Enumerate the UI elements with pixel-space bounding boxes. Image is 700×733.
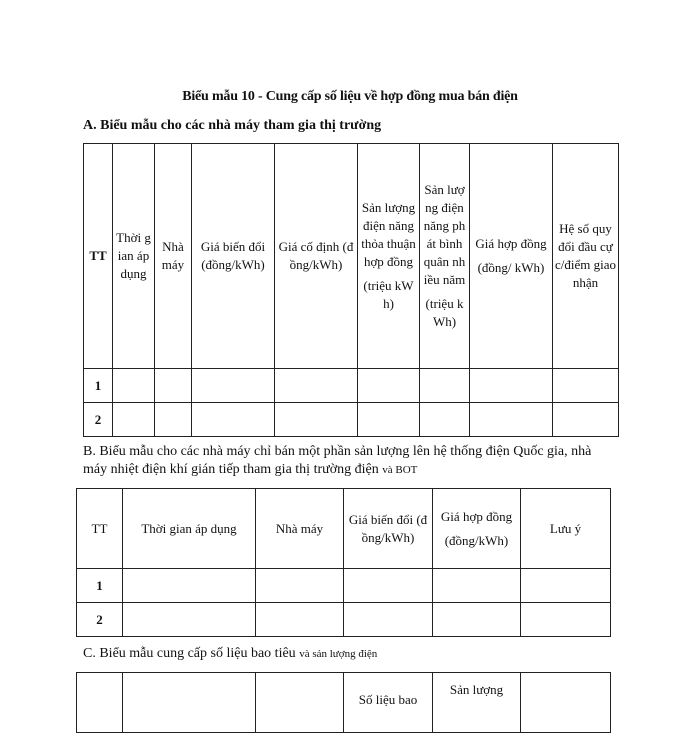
table-row	[84, 369, 619, 403]
table-cell	[553, 369, 619, 403]
table-cell	[275, 369, 358, 403]
table-a-header-gia-hop-dong	[470, 144, 553, 369]
table-cell	[433, 569, 521, 603]
table-cell	[470, 403, 553, 437]
table-row	[84, 403, 619, 437]
table-cell	[521, 603, 611, 637]
table-cell	[113, 403, 155, 437]
table-a-header-san-luong-phat-unit: (triệu kWh)	[425, 296, 464, 329]
section-b-heading-text: B. Biểu mẫu cho các nhà máy chỉ bán một phần sản lượng lên hệ thống điện Quốc gia, nhà máy nhiệt điện khí gián tiếp tham gia thị trường điện	[83, 444, 592, 477]
table-b-header-gia-hop-dong	[433, 489, 521, 569]
table-a-header-thoi-gian: Thời gian áp dụng	[113, 144, 155, 369]
table-b-header-gia-hop-dong-label: Giá hợp đồng	[440, 508, 513, 524]
table-cell	[420, 369, 470, 403]
table-b-header-thoi-gian: Thời gian áp dụng	[123, 489, 256, 569]
table-a-header-tt: TT	[84, 144, 113, 369]
table-cell	[155, 403, 192, 437]
table-c-header-cell	[77, 673, 123, 733]
table-c-header-cell	[521, 673, 611, 733]
table-cell	[344, 569, 433, 603]
table-c	[76, 672, 611, 733]
table-a-row-number: 1	[84, 369, 113, 403]
table-b-header-tt: TT	[77, 489, 123, 569]
table-a-header-nha-may: Nhà máy	[155, 144, 192, 369]
table-b-header-nha-may: Nhà máy	[256, 489, 344, 569]
table-cell	[420, 403, 470, 437]
table-a-header-gia-hop-dong-label: Giá hợp đồng	[475, 236, 547, 251]
section-c-heading-text: C. Biểu mẫu cung cấp số liệu bao tiêu	[83, 646, 300, 661]
table-cell	[344, 603, 433, 637]
table-a-header-he-so: Hệ số quy đổi đầu cực/điểm giao nhận	[553, 144, 619, 369]
section-a-heading: A. Biểu mẫu cho các nhà máy tham gia thị trường	[83, 118, 382, 133]
table-b-row-number: 2	[77, 603, 123, 637]
table-c-header-san-luong: Sản lượng	[433, 673, 521, 733]
page-title: Biểu mẫu 10 - Cung cấp số liệu về hợp đồng mua bán điện	[182, 89, 518, 104]
section-b-heading-suffix: và BOT	[382, 464, 418, 476]
section-c-heading-suffix: và sản lượng điện	[299, 648, 378, 660]
table-c-header-cell	[256, 673, 344, 733]
table-a	[83, 143, 619, 437]
table-row	[77, 603, 611, 637]
table-cell	[521, 569, 611, 603]
table-b-header-gia-hop-dong-unit: (đồng/kWh)	[444, 532, 509, 548]
table-cell	[123, 569, 256, 603]
table-row	[77, 569, 611, 603]
table-c-header-so-lieu: Số liệu bao	[344, 673, 433, 733]
table-cell	[192, 369, 275, 403]
table-cell	[155, 369, 192, 403]
section-c-heading	[83, 645, 377, 663]
table-a-header-gia-bien-doi: Giá biến đổi (đồng/kWh)	[192, 144, 275, 369]
table-cell	[358, 369, 420, 403]
table-c-header-cell	[123, 673, 256, 733]
table-cell	[275, 403, 358, 437]
table-b-header-luu-y: Lưu ý	[521, 489, 611, 569]
table-a-header-san-luong-thoa-thuan-unit: (triệu kWh)	[363, 278, 414, 311]
table-b-header-row	[77, 489, 611, 569]
table-b-row-number: 1	[77, 569, 123, 603]
table-a-row-number: 2	[84, 403, 113, 437]
table-a-header-gia-co-dinh: Giá cố định (đồng/kWh)	[275, 144, 358, 369]
table-b	[76, 488, 611, 637]
table-cell	[553, 403, 619, 437]
table-a-header-san-luong-phat-label: Sản lượng điện năng phát bình quân nhiều năm	[423, 182, 466, 287]
table-cell	[358, 403, 420, 437]
table-c-header-row	[77, 673, 611, 733]
table-a-header-row	[84, 144, 619, 369]
table-cell	[192, 403, 275, 437]
table-cell	[256, 603, 344, 637]
table-cell	[123, 603, 256, 637]
table-a-header-san-luong-phat	[420, 144, 470, 369]
section-b-heading	[83, 443, 613, 479]
table-b-header-gia-bien-doi: Giá biến đổi (đồng/kWh)	[344, 489, 433, 569]
table-cell	[470, 369, 553, 403]
table-cell	[113, 369, 155, 403]
table-a-header-san-luong-thoa-thuan	[358, 144, 420, 369]
table-a-header-gia-hop-dong-unit: (đồng/ kWh)	[477, 260, 545, 275]
table-cell	[256, 569, 344, 603]
table-a-header-san-luong-thoa-thuan-label: Sản lượng điện năng thỏa thuận hợp đồng	[361, 200, 416, 269]
table-cell	[433, 603, 521, 637]
